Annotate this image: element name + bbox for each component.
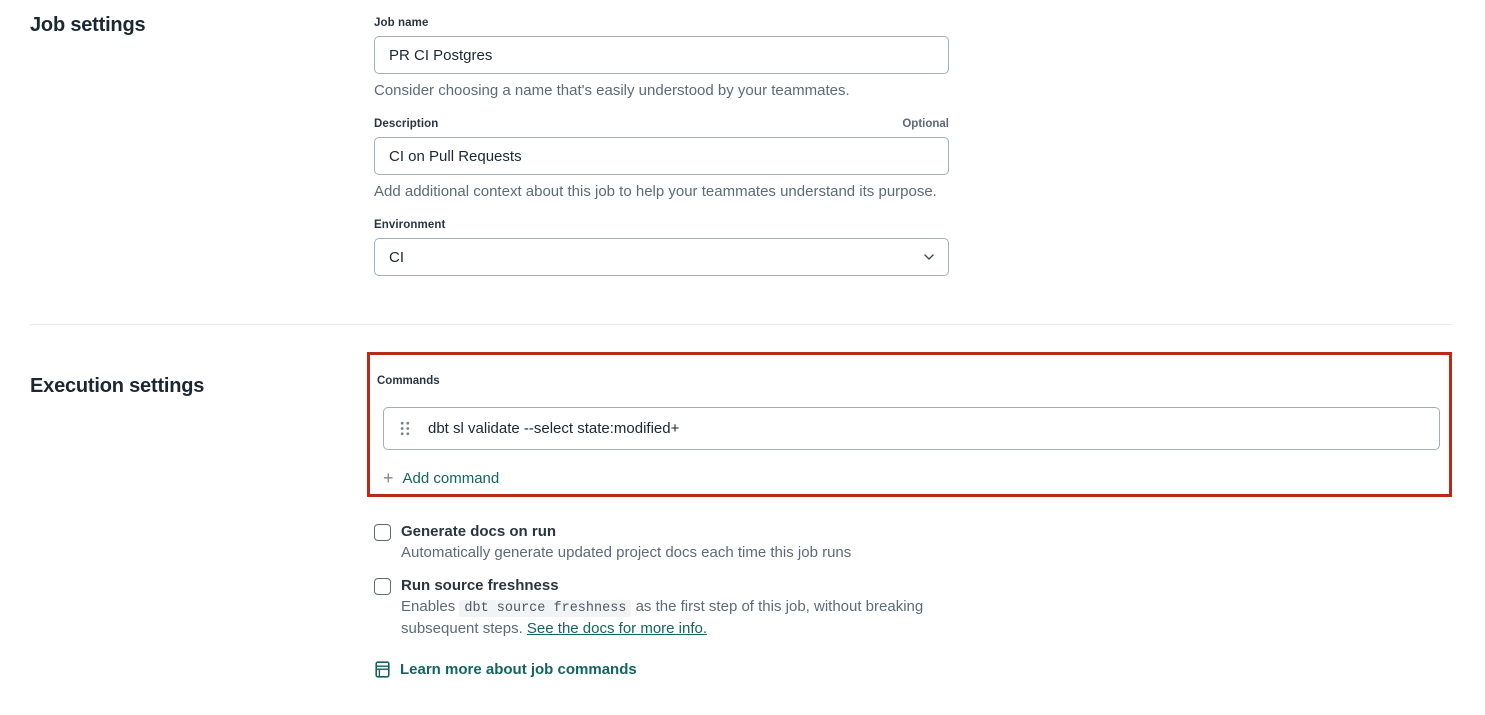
commands-label: Commands [377, 375, 440, 387]
execution-settings-heading: Execution settings [30, 375, 205, 397]
commands-highlight-box [367, 352, 1452, 497]
learn-more-link[interactable] [375, 661, 637, 678]
source-freshness-label[interactable]: Run source freshness [401, 577, 559, 594]
job-name-label: Job name [374, 17, 429, 29]
learn-more-label: Learn more about job commands [400, 661, 637, 678]
add-command-button[interactable] [383, 469, 499, 487]
description-label: Description [374, 118, 439, 130]
source-freshness-row [374, 577, 946, 639]
source-freshness-checkbox[interactable] [374, 578, 391, 595]
section-divider [30, 324, 1452, 325]
description-optional-tag: Optional [902, 118, 949, 130]
job-name-input[interactable] [374, 36, 949, 74]
environment-field-group [374, 219, 949, 276]
chevron-down-icon [923, 253, 935, 261]
description-helper-text: Add additional context about this job to help your teammates understand its purpose. [374, 183, 937, 200]
generate-docs-label[interactable]: Generate docs on run [401, 523, 557, 540]
source-freshness-code-snippet: dbt source freshness [459, 600, 631, 617]
job-name-helper-text: Consider choosing a name that's easily understood by your teammates. [374, 82, 850, 99]
command-input-value[interactable]: dbt sl validate --select state:modified+ [428, 420, 680, 437]
generate-docs-row [374, 523, 946, 563]
source-freshness-description [401, 597, 946, 639]
drag-handle-icon[interactable] [400, 421, 410, 436]
environment-selected-value: CI [389, 248, 404, 266]
generate-docs-checkbox[interactable] [374, 524, 391, 541]
plus-icon: + [383, 468, 394, 488]
description-input[interactable] [374, 137, 949, 175]
job-name-field-group [374, 17, 949, 99]
add-command-label: Add command [402, 469, 500, 487]
docs-book-icon [375, 661, 390, 678]
job-settings-heading: Job settings [30, 14, 146, 36]
description-field-group [374, 118, 949, 200]
generate-docs-description: Automatically generate updated project docs each time this job runs [401, 544, 852, 561]
job-settings-form [374, 17, 949, 295]
see-docs-link[interactable]: See the docs for more info. [526, 620, 708, 637]
environment-label: Environment [374, 219, 446, 231]
source-freshness-desc-suffix: as the first step of this job, without breaking subsequent steps. [401, 598, 924, 637]
environment-select[interactable] [374, 238, 949, 276]
command-row[interactable] [383, 407, 1440, 450]
source-freshness-desc-prefix: Enables [401, 598, 460, 615]
